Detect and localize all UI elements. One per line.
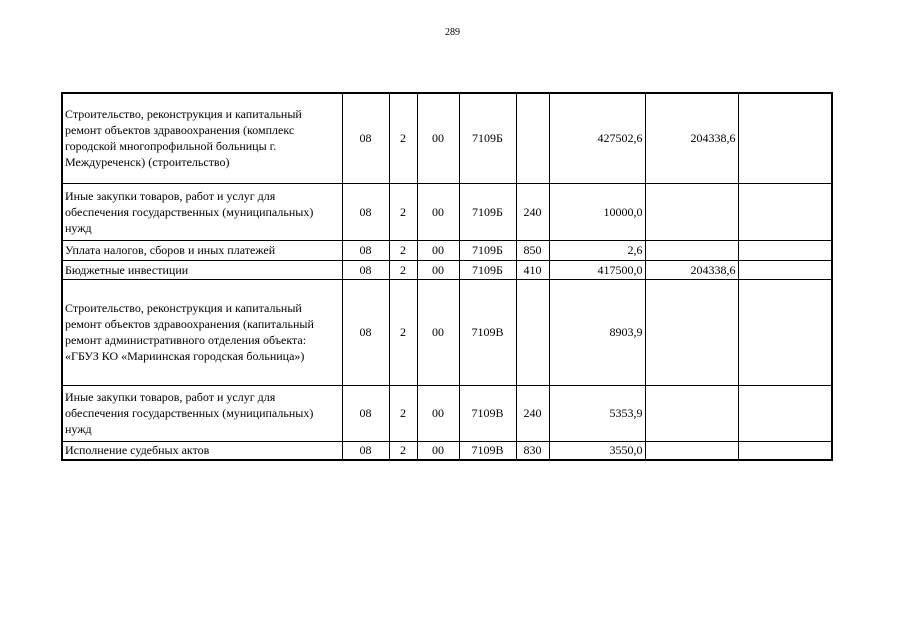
expense-type-cell: 240 <box>516 183 549 240</box>
expense-type-cell <box>516 279 549 385</box>
section-cell: 08 <box>342 183 389 240</box>
section-cell: 08 <box>342 441 389 460</box>
section-cell: 08 <box>342 279 389 385</box>
amount-1-cell: 2,6 <box>549 240 645 260</box>
amount-1-cell: 427502,6 <box>549 93 645 183</box>
table-row <box>62 183 832 240</box>
table-row <box>62 93 832 183</box>
target-code-cell: 7109Б <box>459 240 516 260</box>
section-cell: 08 <box>342 260 389 279</box>
program-cell: 2 <box>389 240 417 260</box>
amount-2-cell <box>645 279 738 385</box>
program-cell: 2 <box>389 279 417 385</box>
target-code-cell: 7109В <box>459 441 516 460</box>
subprogram-cell: 00 <box>417 93 459 183</box>
row-name-cell: Исполнение судебных актов <box>62 441 342 460</box>
target-code-cell: 7109Б <box>459 260 516 279</box>
amount-3-cell <box>738 260 832 279</box>
subprogram-cell: 00 <box>417 441 459 460</box>
expense-type-cell: 830 <box>516 441 549 460</box>
target-code-cell: 7109В <box>459 385 516 441</box>
page-number: 289 <box>445 27 460 38</box>
amount-1-cell: 5353,9 <box>549 385 645 441</box>
subprogram-cell: 00 <box>417 260 459 279</box>
program-cell: 2 <box>389 183 417 240</box>
amount-2-cell <box>645 240 738 260</box>
expense-type-cell: 850 <box>516 240 549 260</box>
table-row <box>62 385 832 441</box>
subprogram-cell: 00 <box>417 279 459 385</box>
program-cell: 2 <box>389 385 417 441</box>
amount-3-cell <box>738 279 832 385</box>
amount-2-cell <box>645 441 738 460</box>
target-code-cell: 7109Б <box>459 93 516 183</box>
section-cell: 08 <box>342 93 389 183</box>
amount-1-cell: 417500,0 <box>549 260 645 279</box>
expense-type-cell <box>516 93 549 183</box>
subprogram-cell: 00 <box>417 183 459 240</box>
subprogram-cell: 00 <box>417 240 459 260</box>
amount-2-cell <box>645 385 738 441</box>
row-name-cell: Строительство, реконструкция и капитальный ремонт объектов здравоохранения (капитальный ремонт административного отделения объекта: «ГБУЗ КО «Мариинская городская больница») <box>62 279 342 385</box>
table-row <box>62 441 832 460</box>
amount-3-cell <box>738 441 832 460</box>
target-code-cell: 7109Б <box>459 183 516 240</box>
row-name-cell: Иные закупки товаров, работ и услуг для обеспечения государственных (муниципальных) нужд <box>62 183 342 240</box>
amount-2-cell <box>645 183 738 240</box>
amount-1-cell: 10000,0 <box>549 183 645 240</box>
program-cell: 2 <box>389 441 417 460</box>
amount-3-cell <box>738 240 832 260</box>
amount-3-cell <box>738 93 832 183</box>
amount-1-cell: 3550,0 <box>549 441 645 460</box>
subprogram-cell: 00 <box>417 385 459 441</box>
amount-2-cell: 204338,6 <box>645 93 738 183</box>
amount-2-cell: 204338,6 <box>645 260 738 279</box>
row-name-cell: Иные закупки товаров, работ и услуг для обеспечения государственных (муниципальных) нужд <box>62 385 342 441</box>
row-name-cell: Уплата налогов, сборов и иных платежей <box>62 240 342 260</box>
program-cell: 2 <box>389 260 417 279</box>
expense-type-cell: 240 <box>516 385 549 441</box>
program-cell: 2 <box>389 93 417 183</box>
amount-1-cell: 8903,9 <box>549 279 645 385</box>
section-cell: 08 <box>342 385 389 441</box>
target-code-cell: 7109В <box>459 279 516 385</box>
budget-table <box>61 92 833 461</box>
table-row <box>62 240 832 260</box>
row-name-cell: Бюджетные инвестиции <box>62 260 342 279</box>
row-name-cell: Строительство, реконструкция и капитальный ремонт объектов здравоохранения (комплекс городской многопрофильной больницы г. Междуреченск) (строительство) <box>62 93 342 183</box>
table-row <box>62 260 832 279</box>
amount-3-cell <box>738 183 832 240</box>
amount-3-cell <box>738 385 832 441</box>
section-cell: 08 <box>342 240 389 260</box>
expense-type-cell: 410 <box>516 260 549 279</box>
table-row <box>62 279 832 385</box>
